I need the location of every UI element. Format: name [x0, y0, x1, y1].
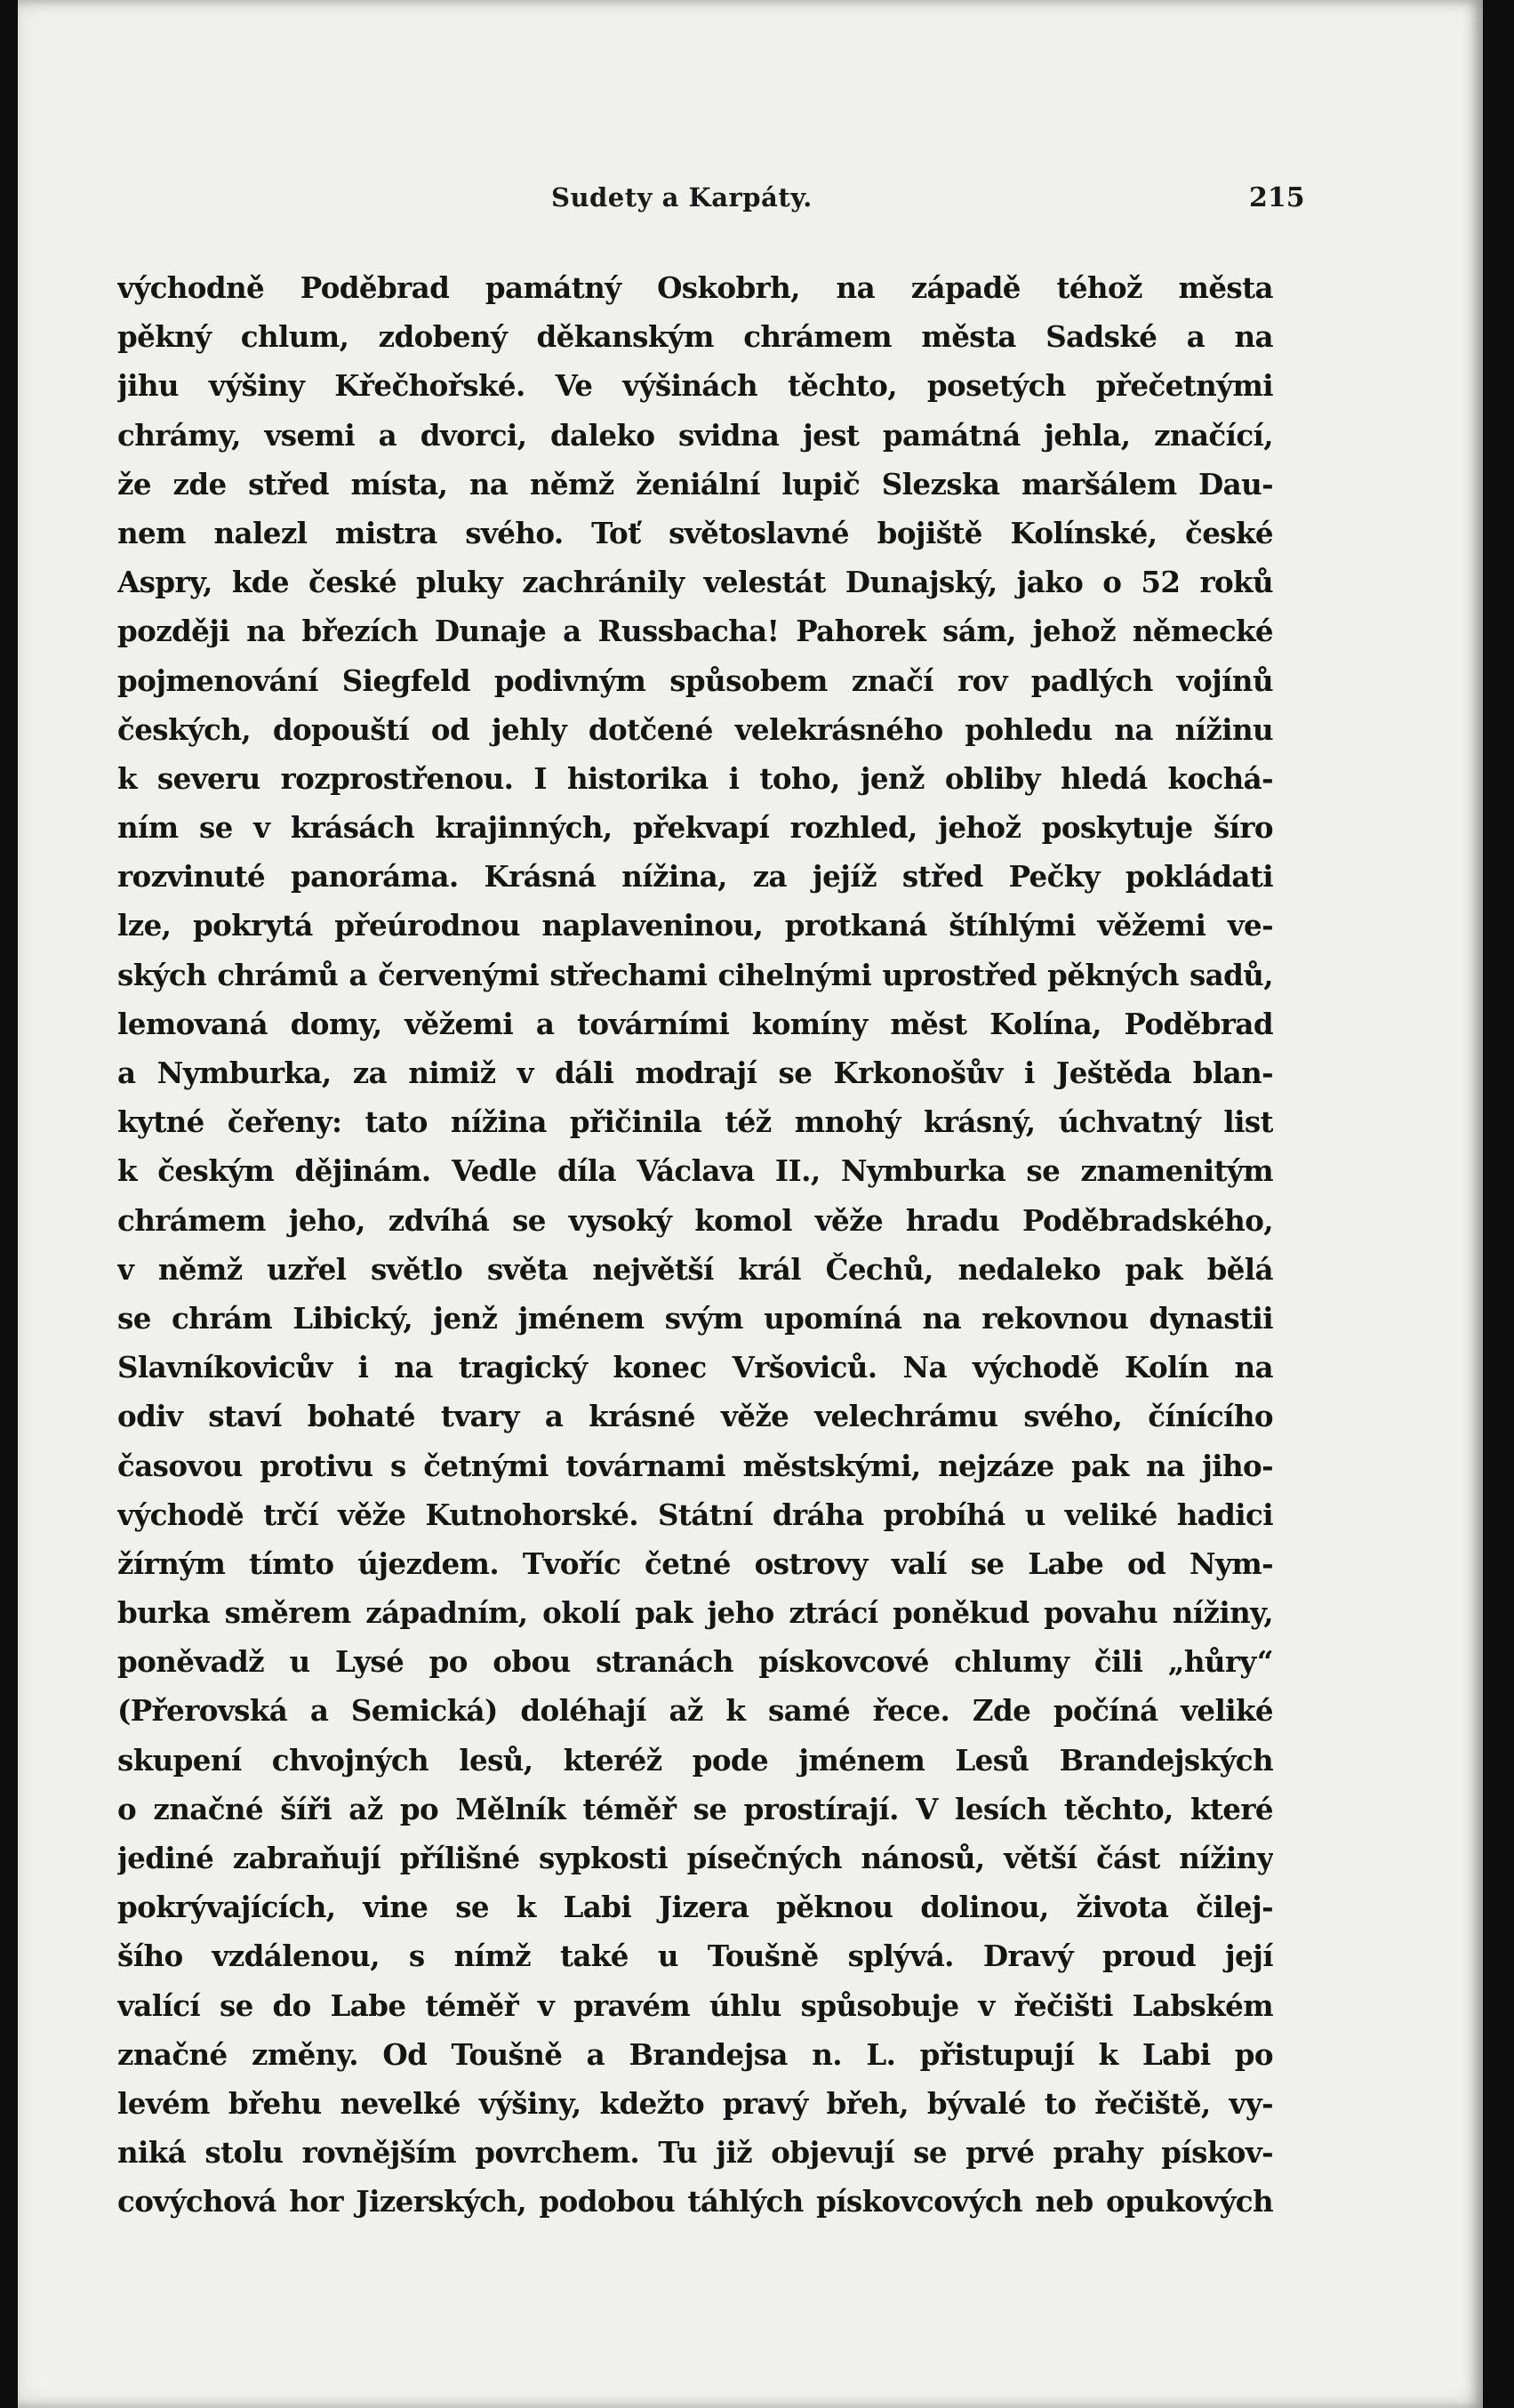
- text-line: Slavníkovicův i na tragický konec Vršoviců. Na východě Kolín na: [117, 1350, 1273, 1385]
- text-line: lze, pokrytá přeúrodnou naplaveninou, protkaná štíhlými věžemi ve-: [117, 908, 1273, 943]
- text-line: covýchová hor Jizerských, podobou táhlých pískovcových neb opukových: [117, 2184, 1273, 2219]
- text-line: lemovaná domy, věžemi a továrními komíny měst Kolína, Poděbrad: [117, 1006, 1273, 1041]
- page-header: [18, 182, 1483, 218]
- text-line: k severu rozprostřenou. I historika i toho, jenž obliby hledá kochá-: [117, 760, 1273, 796]
- text-line: a Nymburka, za nimiž v dáli modrají se Krkonošův i Ještěda blan-: [117, 1056, 1273, 1090]
- text-line: skupení chvojných lesů, kteréž pode jménem Lesů Brandejských: [117, 1742, 1273, 1778]
- page-number: 215: [1249, 182, 1305, 213]
- text-line: valící se do Labe téměř v pravém úhlu spůsobuje v řečišti Labském: [117, 1987, 1273, 2023]
- book-page: [18, 0, 1483, 2408]
- text-line: východně Poděbrad památný Oskobrh, na západě téhož města: [117, 270, 1273, 305]
- text-line: pojmenování Siegfeld podivným spůsobem značí rov padlých vojínů: [117, 662, 1273, 698]
- text-line: ním se v krásách krajinných, překvapí rozhled, jehož poskytuje šíro: [117, 810, 1273, 846]
- text-line: Aspry, kde české pluky zachránily velestát Dunajský, jako o 52 roků: [117, 565, 1273, 600]
- text-line: rozvinuté panoráma. Krásná nížina, za jejíž střed Pečky pokládati: [117, 859, 1273, 895]
- text-line: šího vzdálenou, s nímž také u Toušně splývá. Dravý proud její: [117, 1938, 1273, 1974]
- text-line: jihu výšiny Křečhořské. Ve výšinách těchto, posetých přečetnými: [117, 368, 1273, 404]
- text-line: nem nalezl mistra svého. Toť světoslavné bojiště Kolínské, české: [117, 515, 1273, 550]
- text-line: že zde střed místa, na němž ženiální lupič Slezska maršálem Dau-: [117, 466, 1273, 502]
- text-line: odiv staví bohaté tvary a krásné věže velechrámu svého, čínícího: [117, 1399, 1273, 1434]
- text-line: poněvadž u Lysé po obou stranách pískovcové chlumy čili „hůry“: [117, 1644, 1273, 1680]
- text-line: se chrám Libický, jenž jménem svým upomíná na rekovnou dynastii: [117, 1300, 1273, 1336]
- text-line: chrámem jeho, zdvíhá se vysoký komol věže hradu Poděbradského,: [117, 1202, 1273, 1238]
- text-line: značné změny. Od Toušně a Brandejsa n. L. přistupují k Labi po: [117, 2036, 1273, 2072]
- text-line: kytné čeřeny: tato nížina přičinila též mnohý krásný, úchvatný list: [117, 1104, 1273, 1140]
- text-line: v němž uzřel světlo světa největší král Čechů, nedaleko pak bělá: [117, 1251, 1273, 1287]
- text-line: jediné zabraňují přílišné sypkosti písečných nánosů, větší část nížiny: [117, 1841, 1273, 1875]
- text-line: (Přerovská a Semická) doléhají až k samé řece. Zde počíná veliké: [117, 1693, 1273, 1729]
- text-line: pokrývajících, vine se k Labi Jizera pěknou dolinou, života čilej-: [117, 1890, 1273, 1925]
- text-line: českých, dopouští od jehly dotčené velekrásného pohledu na nížinu: [117, 711, 1273, 747]
- text-line: chrámy, vsemi a dvorci, daleko svidna jest památná jehla, značící,: [117, 417, 1273, 453]
- text-line: k českým dějinám. Vedle díla Václava II., Nymburka se znamenitým: [117, 1153, 1273, 1189]
- text-line: o značné šíři až po Mělník téměř se prostírají. V lesích těchto, které: [117, 1791, 1273, 1826]
- text-line: levém břehu nevelké výšiny, kdežto pravý břeh, bývalé to řečiště, vy-: [117, 2085, 1273, 2121]
- text-line: žírným tímto újezdem. Tvoříc četné ostrovy valí se Labe od Nym-: [117, 1545, 1273, 1581]
- page-edge-shadow: [1483, 0, 1514, 2408]
- text-line: ských chrámů a červenými střechami cihelnými uprostřed pěkných sadů,: [117, 957, 1273, 992]
- text-line: časovou protivu s četnými továrnami městskými, nejzáze pak na jiho-: [117, 1448, 1273, 1483]
- text-line: pěkný chlum, zdobený děkanským chrámem města Sadské a na: [117, 319, 1273, 355]
- body-text: [117, 263, 1273, 2227]
- text-line: niká stolu rovnějším povrchem. Tu již objevují se prvé prahy pískov-: [117, 2135, 1273, 2171]
- text-line: burka směrem západním, okolí pak jeho ztrácí poněkud povahu nížiny,: [117, 1595, 1273, 1631]
- text-line: později na březích Dunaje a Russbacha! Pahorek sám, jehož německé: [117, 614, 1273, 649]
- text-line: východě trčí věže Kutnohorské. Státní dráha probíhá u veliké hadici: [117, 1497, 1273, 1532]
- running-head: Sudety a Karpáty.: [551, 182, 813, 213]
